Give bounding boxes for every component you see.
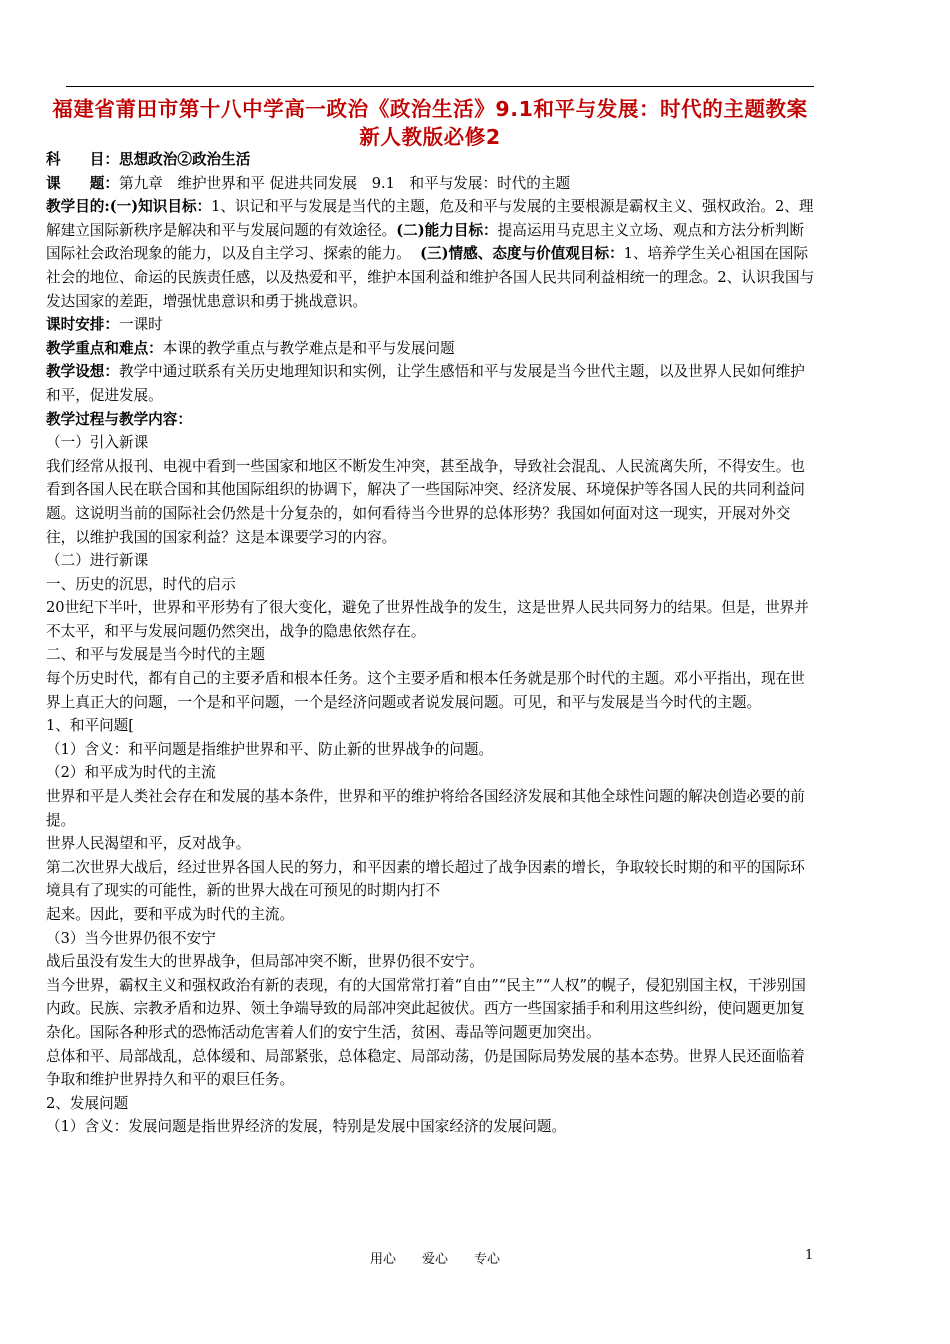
body-paragraph: （2）和平成为时代的主流 <box>46 764 216 782</box>
process-heading: 教学过程与教学内容： <box>46 410 192 428</box>
body-paragraph: （一）引入新课 <box>46 434 149 452</box>
design-label: 教学设想： <box>46 363 119 381</box>
topic-line <box>46 172 818 196</box>
ability-label: (二)能力目标： <box>396 221 498 239</box>
body-paragraph: 2、发展问题 <box>46 1094 129 1112</box>
document-title: 福建省莆田市第十八中学高一政治《政治生活》9.1和平与发展：时代的主题教案 新人教版必修2 <box>52 97 808 149</box>
body-paragraph: （3）当今世界仍很不安宁 <box>46 929 216 947</box>
design-paragraph <box>46 360 818 407</box>
subject-label: 科 目： <box>46 151 119 168</box>
schedule-label: 课时安排： <box>46 316 119 334</box>
body-paragraph: （二）进行新课 <box>46 552 149 570</box>
subject-line <box>46 148 818 172</box>
body-paragraph: 二、和平与发展是当今时代的主题 <box>46 646 265 664</box>
body-paragraph: 我们经常从报刊、电视中看到一些国家和地区不断发生冲突，甚至战争，导致社会混乱、人民流离失所，不得安生。也看到各国人民在联合国和其他国际组织的协调下，解决了一些国际冲突、经济发展、环境保护等各国人民的共同利益问题。这说明当前的国际社会仍然是十分复杂的，如何看待当今世界的总体形势？我国如何面对这一现实，开展对外交往，以维护我国的国家利益？这是本课要学习的内容。 <box>46 457 805 546</box>
body-paragraph: 一、历史的沉思，时代的启示 <box>46 575 236 593</box>
design-value: 教学中通过联系有关历史地理知识和实例，让学生感悟和平与发展是当今世代主题，以及世界人民如何维护和平，促进发展。 <box>46 363 805 404</box>
objectives-paragraph <box>46 195 818 313</box>
topic-value: 第九章 维护世界和平 促进共同发展 9.1 和平与发展：时代的主题 <box>118 174 571 192</box>
body-paragraph: 每个历史时代，都有自己的主要矛盾和根本任务。这个主要矛盾和根本任务就是那个时代的主题。邓小平指出，现在世界上真正大的问题，一个是和平问题，一个是经济问题或者说发展问题。可见，和平与发展是当今时代的主题。 <box>46 670 805 711</box>
body-paragraph: 20世纪下半叶，世界和平形势有了很大变化，避免了世界性战争的发生，这是世界人民共同努力的结果。但是，世界并不太平，和平与发展问题仍然突出，战争的隐患依然存在。 <box>46 599 809 640</box>
keypoints-label: 教学重点和难点： <box>46 339 163 357</box>
body-paragraph: （1）含义：和平问题是指维护世界和平、防止新的世界战争的问题。 <box>46 740 494 758</box>
body-paragraph: （1）含义：发展问题是指世界经济的发展，特别是发展中国家经济的发展问题。 <box>46 1118 567 1136</box>
page-number: 1 <box>805 1248 814 1263</box>
footer-motto: 用心 爱心 专心 <box>370 1252 501 1267</box>
body-paragraph: 当今世界，霸权主义和强权政治有新的表现，有的大国常常打着“自由”“民主”“人权”的幌子，侵犯别国主权，干涉别国内政。民族、宗教矛盾和边界、领土争端导致的局部冲突此起彼伏。西方一些国家插手和利用这些纠纷，使问题更加复杂化。国际各种形式的恐怖活动危害着人们的安宁生活，贫困、毒品等问题更加突出。 <box>46 976 806 1041</box>
knowledge-label: (一)知识目标： <box>109 198 212 216</box>
body-paragraph: 世界和平是人类社会存在和发展的基本条件，世界和平的维护将给各国经济发展和其他全球性问题的解决创造必要的前提。 <box>46 788 805 829</box>
schedule-value: 一课时 <box>118 316 163 334</box>
keypoints-value: 本课的教学重点与教学难点是和平与发展问题 <box>162 339 455 357</box>
subject-value: 思想政治②政治生活 <box>118 151 251 168</box>
document-body <box>46 148 818 1139</box>
emotion-text: 1、培养学生关心祖国在国际社会的地位、命运的民族责任感，以及热爱和平，维护本国利益和维护各国人民共同利益相统一的理念。2、认识我国与发达国家的差距，增强忧患意识和勇于挑战意识。 <box>46 245 815 310</box>
body-paragraph: 起来。因此，要和平成为时代的主流。 <box>46 906 295 923</box>
body-paragraph: 1、和平问题[ <box>46 717 134 735</box>
emotion-label: (三)情感、态度与价值观目标： <box>420 245 624 263</box>
page-footer <box>0 1248 950 1270</box>
ability-text: 提高运用马克思主义立场、观点和方法分析判断国际社会政治现象的能力，以及自主学习、探索的能力。 <box>46 221 805 263</box>
body-paragraph: 总体和平、局部战乱，总体缓和、局部紧张，总体稳定、局部动荡，仍是国际局势发展的基本态势。世界人民还面临着争取和维护世界持久和平的艰巨任务。 <box>46 1047 805 1089</box>
keypoints-line <box>46 337 818 361</box>
body-paragraph: 第二次世界大战后，经过世界各国人民的努力，和平因素的增长超过了战争因素的增长，争取较长时期的和平的国际环境具有了现实的可能性，新的世界大战在可预见的时期内打不 <box>46 858 805 900</box>
body-paragraph: 世界人民渴望和平，反对战争。 <box>46 835 251 853</box>
schedule-line <box>46 313 818 337</box>
knowledge-text: 1、识记和平与发展是当代的主题，危及和平与发展的主要根源是霸权主义、强权政治。2、理解建立国际新秩序是解决和平与发展问题的有效途径。 <box>46 198 814 239</box>
objectives-label: 教学目的: <box>46 198 110 216</box>
topic-label: 课 题： <box>46 174 119 192</box>
header-rule <box>66 86 814 87</box>
body-paragraph: 战后虽没有发生大的世界战争，但局部冲突不断，世界仍很不安宁。 <box>46 953 484 971</box>
